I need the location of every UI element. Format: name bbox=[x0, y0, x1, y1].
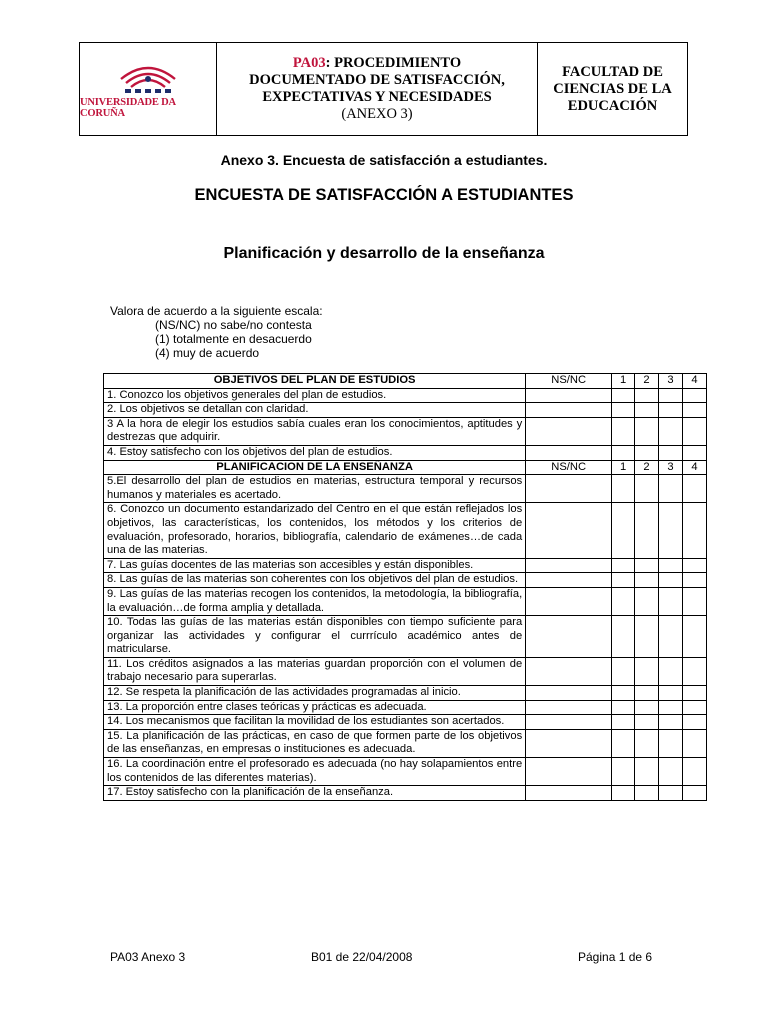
rating-cell[interactable] bbox=[683, 388, 707, 403]
scale-intro: Valora de acuerdo a la siguiente escala: bbox=[110, 304, 323, 318]
scale-item: (4) muy de acuerdo bbox=[155, 346, 260, 360]
rating-cell[interactable] bbox=[683, 729, 707, 757]
rating-cell[interactable] bbox=[612, 729, 635, 757]
rating-cell[interactable] bbox=[526, 729, 612, 757]
question-row bbox=[104, 700, 707, 715]
question-row bbox=[104, 388, 707, 403]
question-text: 11. Los créditos asignados a las materias guardan proporción con el volumen de trabajo necesario para superarlas. bbox=[104, 657, 526, 685]
rating-column-header: 4 bbox=[683, 374, 707, 389]
procedure-code: PA03 bbox=[292, 55, 326, 71]
university-emblem-icon bbox=[117, 59, 179, 95]
rating-cell[interactable] bbox=[612, 786, 635, 801]
rating-cell[interactable] bbox=[683, 573, 707, 588]
question-text: 3 A la hora de elegir los estudios sabía cuales eran los conocimientos, aptitudes y destrezas que adquirir. bbox=[104, 417, 526, 445]
rating-cell[interactable] bbox=[683, 616, 707, 658]
rating-cell[interactable] bbox=[635, 686, 659, 701]
rating-cell[interactable] bbox=[635, 616, 659, 658]
rating-cell[interactable] bbox=[659, 686, 683, 701]
rating-cell[interactable] bbox=[612, 403, 635, 418]
section-header-row bbox=[104, 374, 707, 389]
question-text: 9. Las guías de las materias recogen los contenidos, la metodología, la bibliografía, la evaluación…de forma amplia y detallada. bbox=[104, 587, 526, 615]
rating-cell[interactable] bbox=[612, 657, 635, 685]
question-text: 13. La proporción entre clases teóricas y prácticas es adecuada. bbox=[104, 700, 526, 715]
question-row bbox=[104, 729, 707, 757]
procedure-title-line2: DOCUMENTADO DE SATISFACCIÓN, bbox=[249, 72, 505, 88]
rating-column-header: 2 bbox=[635, 374, 659, 389]
question-text: 12. Se respeta la planificación de las actividades programadas al inicio. bbox=[104, 686, 526, 701]
rating-cell[interactable] bbox=[683, 758, 707, 786]
question-row bbox=[104, 758, 707, 786]
rating-cell[interactable] bbox=[635, 445, 659, 460]
rating-cell[interactable] bbox=[612, 715, 635, 730]
rating-cell[interactable] bbox=[635, 573, 659, 588]
question-row bbox=[104, 686, 707, 701]
rating-cell[interactable] bbox=[526, 616, 612, 658]
rating-column-header: 1 bbox=[612, 460, 635, 475]
question-row bbox=[104, 475, 707, 503]
rating-cell[interactable] bbox=[526, 388, 612, 403]
question-row bbox=[104, 417, 707, 445]
rating-cell[interactable] bbox=[612, 573, 635, 588]
rating-cell[interactable] bbox=[659, 417, 683, 445]
question-text: 7. Las guías docentes de las materias son accesibles y están disponibles. bbox=[104, 558, 526, 573]
question-row bbox=[104, 657, 707, 685]
rating-cell[interactable] bbox=[659, 403, 683, 418]
question-row bbox=[104, 503, 707, 558]
rating-cell[interactable] bbox=[526, 657, 612, 685]
annex-title: Anexo 3. Encuesta de satisfacción a estudiantes. bbox=[220, 152, 548, 168]
rating-cell[interactable] bbox=[635, 388, 659, 403]
rating-cell[interactable] bbox=[683, 715, 707, 730]
rating-column-header: 4 bbox=[683, 460, 707, 475]
question-text: 15. La planificación de las prácticas, en caso de que formen parte de los objetivos de las enseñanzas, en empresas o instituciones es adecuada. bbox=[104, 729, 526, 757]
rating-cell[interactable] bbox=[526, 758, 612, 786]
question-row bbox=[104, 403, 707, 418]
faculty-name: FACULTAD DE CIENCIAS DE LA EDUCACIÓN bbox=[553, 63, 672, 114]
question-row bbox=[104, 715, 707, 730]
rating-cell[interactable] bbox=[683, 657, 707, 685]
survey-title: ENCUESTA DE SATISFACCIÓN A ESTUDIANTES bbox=[194, 186, 574, 204]
rating-cell[interactable] bbox=[526, 403, 612, 418]
footer-page-number: Página 1 de 6 bbox=[578, 950, 653, 964]
university-logo-text: UNIVERSIDADE DA CORUÑA bbox=[80, 97, 176, 119]
footer-doc-ref: PA03 Anexo 3 bbox=[110, 950, 186, 964]
question-text: 1. Conozco los objetivos generales del plan de estudios. bbox=[104, 388, 526, 403]
rating-cell[interactable] bbox=[635, 657, 659, 685]
rating-cell[interactable] bbox=[612, 503, 635, 558]
rating-cell[interactable] bbox=[683, 403, 707, 418]
document-header bbox=[79, 42, 688, 136]
rating-cell[interactable] bbox=[659, 445, 683, 460]
rating-cell[interactable] bbox=[683, 700, 707, 715]
section-header: OBJETIVOS DEL PLAN DE ESTUDIOS bbox=[104, 374, 526, 389]
question-text: 2. Los objetivos se detallan con claridad. bbox=[104, 403, 526, 418]
question-row bbox=[104, 558, 707, 573]
rating-cell[interactable] bbox=[635, 558, 659, 573]
rating-cell[interactable] bbox=[526, 445, 612, 460]
section-header-row bbox=[104, 460, 707, 475]
rating-cell[interactable] bbox=[526, 686, 612, 701]
rating-cell[interactable] bbox=[526, 715, 612, 730]
rating-column-header: NS/NC bbox=[526, 460, 612, 475]
rating-cell[interactable] bbox=[659, 475, 683, 503]
rating-cell[interactable] bbox=[526, 475, 612, 503]
question-row bbox=[104, 786, 707, 801]
rating-cell[interactable] bbox=[683, 587, 707, 615]
procedure-title-line3: EXPECTATIVAS Y NECESIDADES bbox=[262, 89, 492, 105]
rating-cell[interactable] bbox=[612, 700, 635, 715]
question-row bbox=[104, 616, 707, 658]
rating-cell[interactable] bbox=[683, 558, 707, 573]
rating-cell[interactable] bbox=[659, 758, 683, 786]
question-text: 16. La coordinación entre el profesorado es adecuada (no hay solapamientos entre los contenidos de las diferentes materias). bbox=[104, 758, 526, 786]
rating-cell[interactable] bbox=[635, 403, 659, 418]
question-row bbox=[104, 573, 707, 588]
question-text: 17. Estoy satisfecho con la planificación de la enseñanza. bbox=[104, 786, 526, 801]
rating-cell[interactable] bbox=[635, 503, 659, 558]
rating-cell[interactable] bbox=[526, 558, 612, 573]
rating-cell[interactable] bbox=[659, 503, 683, 558]
rating-cell[interactable] bbox=[659, 587, 683, 615]
rating-cell[interactable] bbox=[659, 700, 683, 715]
rating-cell[interactable] bbox=[526, 587, 612, 615]
rating-cell[interactable] bbox=[635, 758, 659, 786]
footer-version: B01 de 22/04/2008 bbox=[311, 950, 413, 964]
rating-cell[interactable] bbox=[683, 417, 707, 445]
rating-cell[interactable] bbox=[635, 729, 659, 757]
rating-cell[interactable] bbox=[612, 558, 635, 573]
rating-cell[interactable] bbox=[635, 475, 659, 503]
rating-cell[interactable] bbox=[635, 700, 659, 715]
scale-item: (1) totalmente en desacuerdo bbox=[155, 332, 312, 346]
rating-cell[interactable] bbox=[683, 475, 707, 503]
rating-column-header: 2 bbox=[635, 460, 659, 475]
question-text: 14. Los mecanismos que facilitan la movilidad de los estudiantes son acertados. bbox=[104, 715, 526, 730]
question-text: 4. Estoy satisfecho con los objetivos del plan de estudios. bbox=[104, 445, 526, 460]
rating-column-header: NS/NC bbox=[526, 374, 612, 389]
rating-cell[interactable] bbox=[612, 587, 635, 615]
rating-cell[interactable] bbox=[635, 417, 659, 445]
rating-cell[interactable] bbox=[526, 417, 612, 445]
rating-cell[interactable] bbox=[526, 573, 612, 588]
rating-cell[interactable] bbox=[526, 503, 612, 558]
rating-scale bbox=[110, 304, 323, 360]
question-text: 5.El desarrollo del plan de estudios en materias, estructura temporal y recursos humanos y materiales es acertado. bbox=[104, 475, 526, 503]
question-text: 6. Conozco un documento estandarizado del Centro en el que están reflejados los objetivos, las características, los contenidos, los métodos y los criterios de evaluación, profesorado, horarios, bibliografía, calendario de exámenes…de cada una de las materias. bbox=[104, 503, 526, 558]
rating-cell[interactable] bbox=[612, 417, 635, 445]
procedure-annex: (ANEXO 3) bbox=[341, 106, 413, 122]
rating-cell[interactable] bbox=[659, 388, 683, 403]
survey-table bbox=[103, 373, 707, 801]
procedure-title bbox=[217, 43, 538, 135]
rating-cell[interactable] bbox=[635, 587, 659, 615]
question-row bbox=[104, 587, 707, 615]
rating-cell[interactable] bbox=[635, 786, 659, 801]
rating-cell[interactable] bbox=[612, 475, 635, 503]
rating-column-header: 3 bbox=[659, 374, 683, 389]
scale-item: (NS/NC) no sabe/no contesta bbox=[155, 318, 312, 332]
section-title: Planificación y desarrollo de la enseñanza bbox=[223, 245, 545, 262]
rating-cell[interactable] bbox=[659, 786, 683, 801]
rating-cell[interactable] bbox=[659, 573, 683, 588]
section-header: PLANIFICACION DE LA ENSEÑANZA bbox=[104, 460, 526, 475]
rating-column-header: 3 bbox=[659, 460, 683, 475]
rating-cell[interactable] bbox=[683, 686, 707, 701]
question-text: 10. Todas las guías de las materias están disponibles con tiempo suficiente para organizar las actividades y configurar el currrículo académico antes de matricularse. bbox=[104, 616, 526, 658]
rating-column-header: 1 bbox=[612, 374, 635, 389]
question-text: 8. Las guías de las materias son coherentes con los objetivos del plan de estudios. bbox=[104, 573, 526, 588]
rating-cell[interactable] bbox=[526, 786, 612, 801]
rating-cell[interactable] bbox=[659, 616, 683, 658]
rating-cell[interactable] bbox=[683, 786, 707, 801]
rating-cell[interactable] bbox=[612, 758, 635, 786]
rating-cell[interactable] bbox=[683, 503, 707, 558]
procedure-title-line1: : PROCEDIMIENTO bbox=[325, 55, 462, 71]
rating-cell[interactable] bbox=[612, 388, 635, 403]
rating-cell[interactable] bbox=[612, 686, 635, 701]
rating-cell[interactable] bbox=[612, 616, 635, 658]
rating-cell[interactable] bbox=[612, 445, 635, 460]
question-row bbox=[104, 445, 707, 460]
rating-cell[interactable] bbox=[526, 700, 612, 715]
rating-cell[interactable] bbox=[659, 715, 683, 730]
university-logo bbox=[80, 43, 217, 135]
rating-cell[interactable] bbox=[635, 715, 659, 730]
rating-cell[interactable] bbox=[659, 558, 683, 573]
rating-cell[interactable] bbox=[683, 445, 707, 460]
rating-cell[interactable] bbox=[659, 657, 683, 685]
rating-cell[interactable] bbox=[659, 729, 683, 757]
